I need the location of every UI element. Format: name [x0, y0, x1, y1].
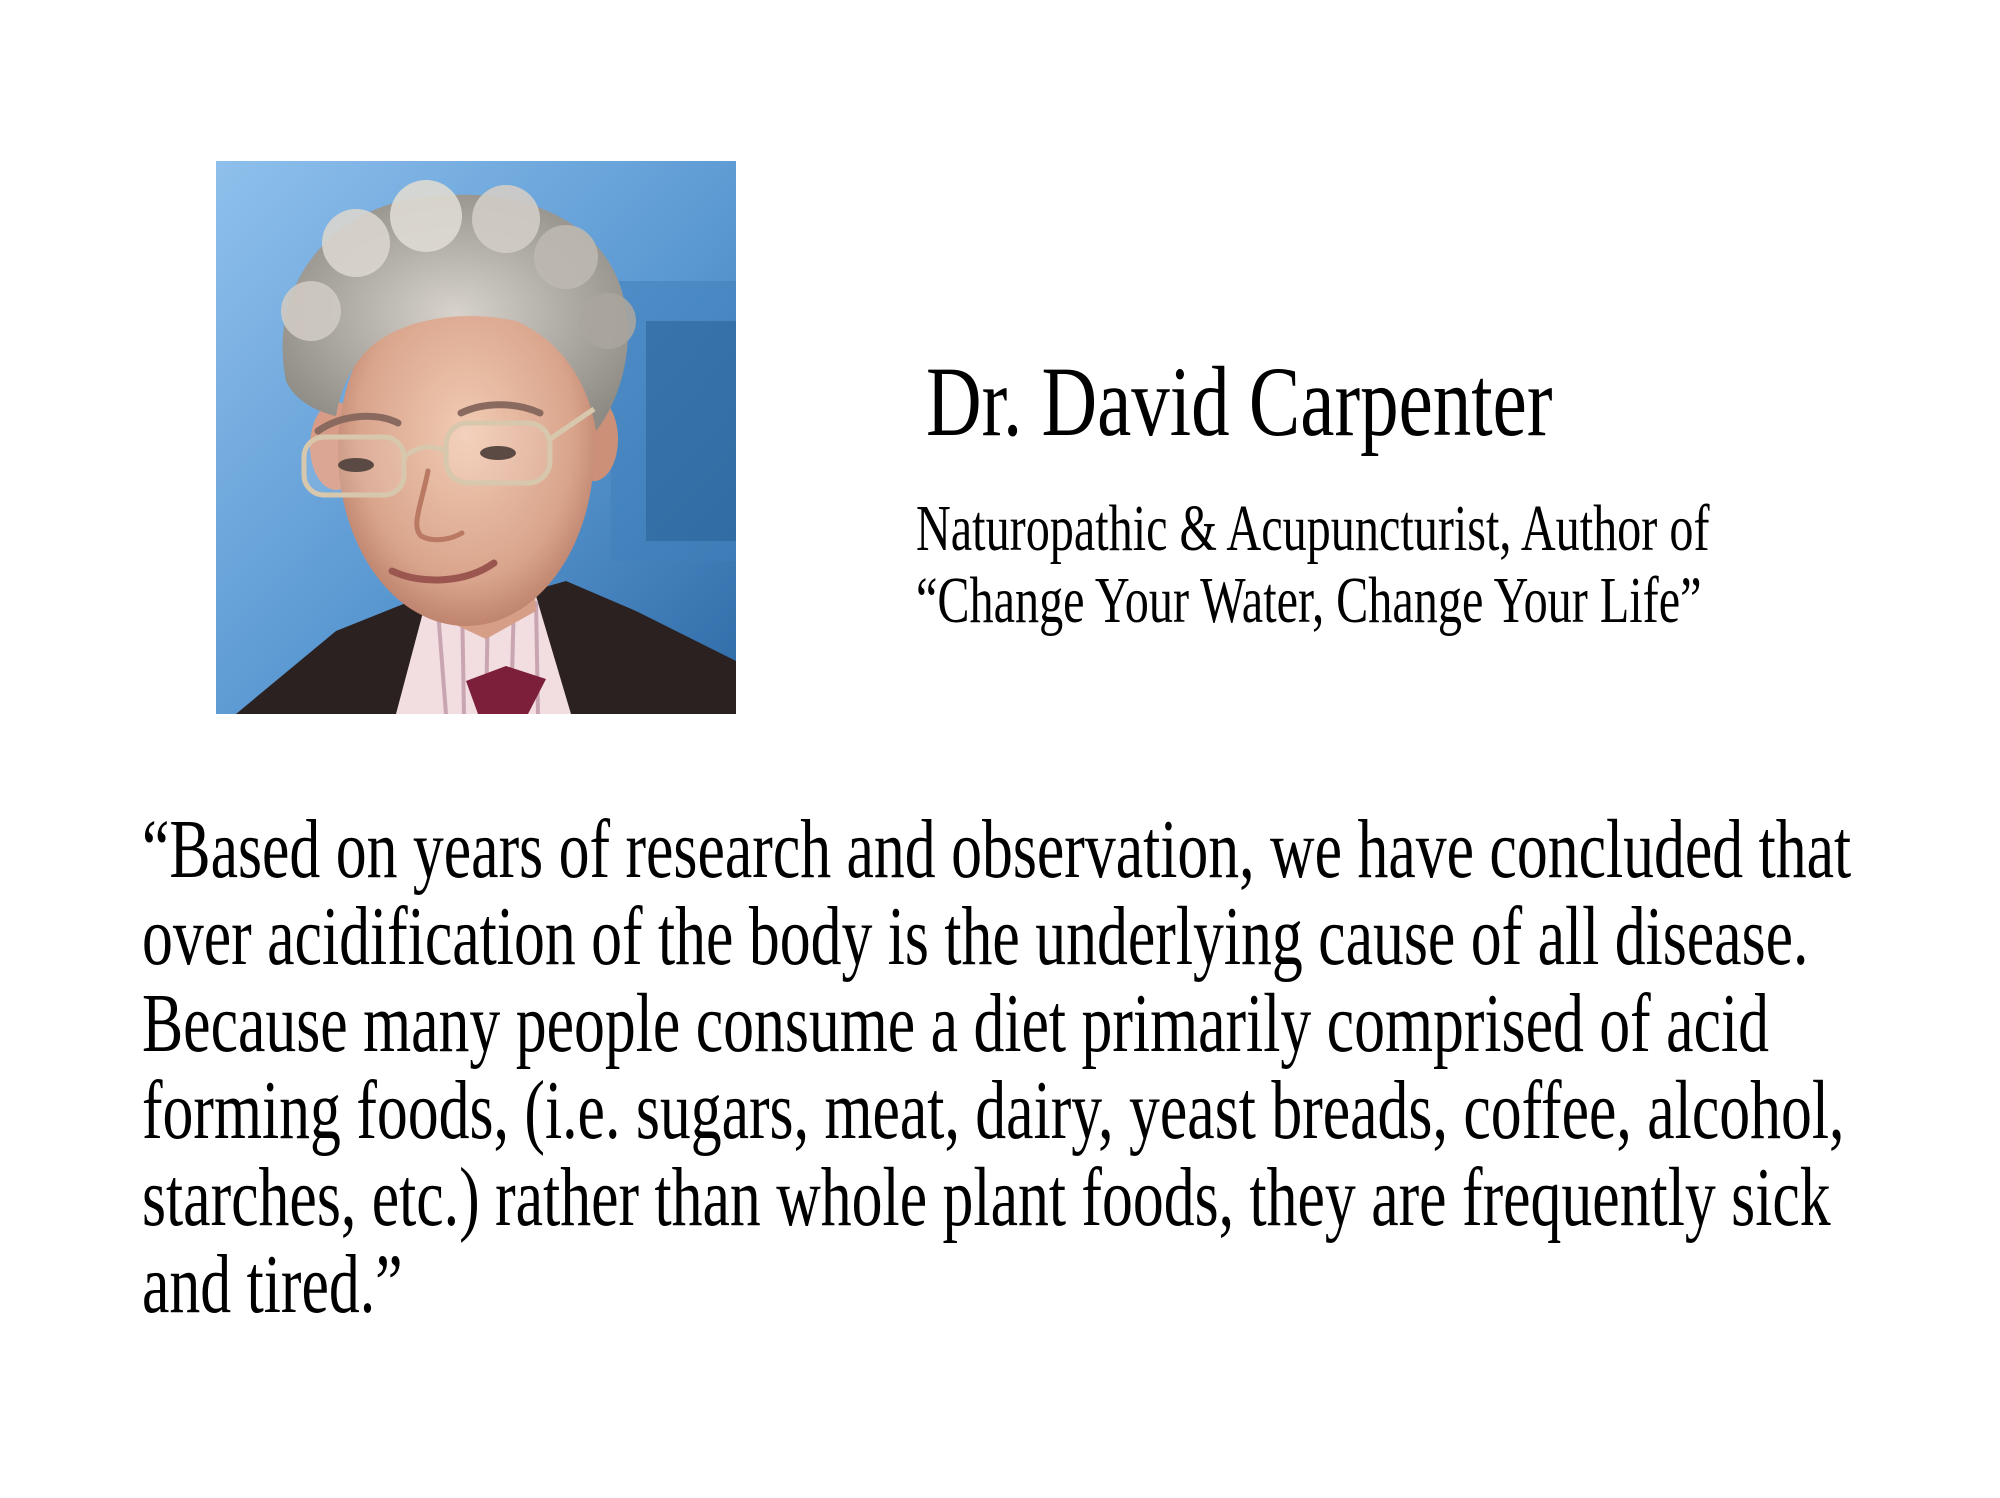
quote-line-3: Because many people consume a diet primarily comprised of acid [142, 977, 1769, 1070]
quote-block [142, 803, 1906, 1331]
speaker-name: Dr. David Carpenter [926, 346, 1553, 457]
quote-line-4: forming foods, (i.e. sugars, meat, dairy, yeast breads, coffee, alcohol, [142, 1064, 1845, 1157]
quote-line-5: starches, etc.) rather than whole plant foods, they are frequently sick [142, 1151, 1831, 1244]
quote-line-1: “Based on years of research and observation, we have concluded that [142, 803, 1852, 896]
quote-line-2: over acidification of the body is the underlying cause of all disease. [142, 890, 1809, 983]
speaker-credentials [916, 493, 1719, 637]
portrait-photo [216, 161, 736, 714]
credentials-line-1: Naturopathic & Acupuncturist, Author of [916, 492, 1710, 565]
quote-line-6: and tired.” [142, 1238, 403, 1331]
credentials-line-2: “Change Your Water, Change Your Life” [916, 564, 1702, 637]
